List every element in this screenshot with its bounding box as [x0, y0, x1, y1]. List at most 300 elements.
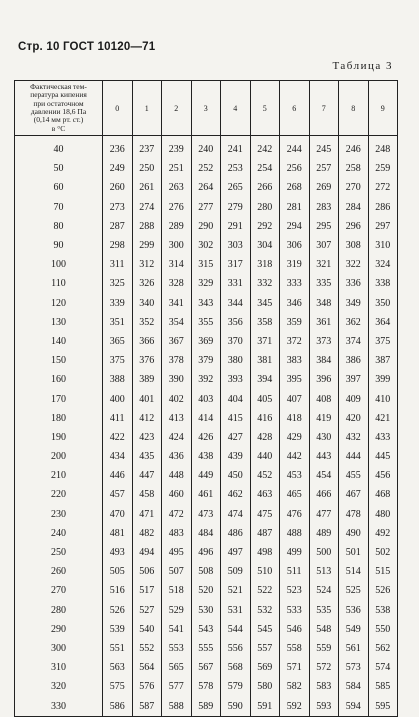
column-header: 1 — [132, 81, 162, 136]
value-cell: 392 — [191, 370, 221, 389]
value-cell: 476 — [280, 505, 310, 524]
value-cell: 474 — [221, 505, 251, 524]
value-cell: 521 — [221, 581, 251, 600]
value-cell: 366 — [132, 332, 162, 351]
value-cell: 388 — [103, 370, 133, 389]
value-cell: 294 — [280, 217, 310, 236]
value-cell: 484 — [191, 524, 221, 543]
value-cell: 565 — [162, 658, 192, 677]
value-cell: 405 — [250, 389, 280, 408]
temperature-cell: 100 — [15, 255, 103, 274]
value-cell: 586 — [103, 696, 133, 716]
value-cell: 470 — [103, 505, 133, 524]
temperature-cell: 220 — [15, 485, 103, 504]
value-cell: 576 — [132, 677, 162, 696]
value-cell: 404 — [221, 389, 251, 408]
value-cell: 365 — [103, 332, 133, 351]
value-cell: 253 — [221, 159, 251, 178]
value-cell: 473 — [191, 505, 221, 524]
value-cell: 499 — [280, 543, 310, 562]
value-cell: 364 — [368, 313, 398, 332]
value-cell: 427 — [221, 428, 251, 447]
column-header: 8 — [339, 81, 369, 136]
value-cell: 299 — [132, 236, 162, 255]
value-cell: 412 — [132, 409, 162, 428]
table-row — [15, 351, 398, 370]
value-cell: 387 — [368, 351, 398, 370]
value-cell: 249 — [103, 159, 133, 178]
temperature-cell: 230 — [15, 505, 103, 524]
table-row — [15, 696, 398, 716]
value-cell: 590 — [221, 696, 251, 716]
temperature-cell: 180 — [15, 409, 103, 428]
value-cell: 482 — [132, 524, 162, 543]
value-cell: 545 — [250, 620, 280, 639]
table-row — [15, 447, 398, 466]
value-cell: 447 — [132, 466, 162, 485]
value-cell: 595 — [368, 696, 398, 716]
value-cell: 452 — [250, 466, 280, 485]
temperature-cell: 120 — [15, 294, 103, 313]
column-header: 6 — [280, 81, 310, 136]
value-cell: 438 — [191, 447, 221, 466]
value-cell: 578 — [191, 677, 221, 696]
value-cell: 539 — [103, 620, 133, 639]
value-cell: 386 — [339, 351, 369, 370]
value-cell: 263 — [162, 178, 192, 197]
value-cell: 501 — [339, 543, 369, 562]
value-cell: 444 — [339, 447, 369, 466]
value-cell: 317 — [221, 255, 251, 274]
value-cell: 502 — [368, 543, 398, 562]
temperature-column-header — [15, 81, 103, 136]
value-cell: 435 — [132, 447, 162, 466]
value-cell: 407 — [280, 389, 310, 408]
value-cell: 536 — [339, 601, 369, 620]
value-cell: 448 — [162, 466, 192, 485]
value-cell: 592 — [280, 696, 310, 716]
value-cell: 497 — [221, 543, 251, 562]
table-row — [15, 313, 398, 332]
value-cell: 239 — [162, 136, 192, 160]
page-header: Стр. 10 ГОСТ 10120—71 — [18, 41, 156, 53]
value-cell: 354 — [162, 313, 192, 332]
value-cell: 297 — [368, 217, 398, 236]
table-caption: Таблица 3 — [332, 60, 393, 72]
value-cell: 358 — [250, 313, 280, 332]
table-row — [15, 466, 398, 485]
temp-header-line: в °С — [51, 123, 66, 133]
value-cell: 362 — [339, 313, 369, 332]
temp-header-line: при остаточном — [33, 98, 84, 108]
value-cell: 394 — [250, 370, 280, 389]
temp-header-line: (0,14 мм рт. ст.) — [33, 115, 84, 125]
value-cell: 525 — [339, 581, 369, 600]
column-header: 7 — [309, 81, 339, 136]
column-header: 0 — [103, 81, 133, 136]
value-cell: 582 — [280, 677, 310, 696]
value-cell: 580 — [250, 677, 280, 696]
value-cell: 409 — [339, 389, 369, 408]
value-cell: 551 — [103, 639, 133, 658]
value-cell: 350 — [368, 294, 398, 313]
value-cell: 457 — [103, 485, 133, 504]
table-row — [15, 136, 398, 160]
value-cell: 442 — [280, 447, 310, 466]
value-cell: 509 — [221, 562, 251, 581]
table-row — [15, 178, 398, 197]
value-cell: 564 — [132, 658, 162, 677]
value-cell: 573 — [339, 658, 369, 677]
table-row — [15, 658, 398, 677]
value-cell: 511 — [280, 562, 310, 581]
value-cell: 328 — [162, 274, 192, 293]
value-cell: 288 — [132, 217, 162, 236]
value-cell: 355 — [191, 313, 221, 332]
value-cell: 396 — [309, 370, 339, 389]
value-cell: 359 — [280, 313, 310, 332]
value-cell: 286 — [368, 198, 398, 217]
value-cell: 356 — [221, 313, 251, 332]
value-cell: 461 — [191, 485, 221, 504]
column-header: 9 — [368, 81, 398, 136]
table-row — [15, 332, 398, 351]
column-header: 3 — [191, 81, 221, 136]
value-cell: 393 — [221, 370, 251, 389]
value-cell: 257 — [309, 159, 339, 178]
value-cell: 428 — [250, 428, 280, 447]
value-cell: 439 — [221, 447, 251, 466]
value-cell: 585 — [368, 677, 398, 696]
value-cell: 574 — [368, 658, 398, 677]
value-cell: 333 — [280, 274, 310, 293]
value-cell: 589 — [191, 696, 221, 716]
temperature-cell: 190 — [15, 428, 103, 447]
value-cell: 296 — [339, 217, 369, 236]
value-cell: 557 — [250, 639, 280, 658]
value-cell: 515 — [368, 562, 398, 581]
value-cell: 514 — [339, 562, 369, 581]
value-cell: 339 — [103, 294, 133, 313]
value-cell: 344 — [221, 294, 251, 313]
value-cell: 527 — [132, 601, 162, 620]
value-cell: 471 — [132, 505, 162, 524]
table-row — [15, 543, 398, 562]
table-row — [15, 639, 398, 658]
value-cell: 281 — [280, 198, 310, 217]
value-cell: 562 — [368, 639, 398, 658]
value-cell: 324 — [368, 255, 398, 274]
value-cell: 381 — [250, 351, 280, 370]
value-cell: 326 — [132, 274, 162, 293]
value-cell: 383 — [280, 351, 310, 370]
temperature-cell: 40 — [15, 136, 103, 160]
value-cell: 460 — [162, 485, 192, 504]
value-cell: 538 — [368, 601, 398, 620]
value-cell: 279 — [221, 198, 251, 217]
temperature-cell: 50 — [15, 159, 103, 178]
temperature-cell: 110 — [15, 274, 103, 293]
value-cell: 456 — [368, 466, 398, 485]
value-cell: 535 — [309, 601, 339, 620]
value-cell: 518 — [162, 581, 192, 600]
value-cell: 245 — [309, 136, 339, 160]
value-cell: 492 — [368, 524, 398, 543]
value-cell: 434 — [103, 447, 133, 466]
value-cell: 250 — [132, 159, 162, 178]
value-cell: 445 — [368, 447, 398, 466]
table-row — [15, 601, 398, 620]
value-cell: 298 — [103, 236, 133, 255]
value-cell: 308 — [339, 236, 369, 255]
value-cell: 477 — [309, 505, 339, 524]
table-row — [15, 294, 398, 313]
value-cell: 411 — [103, 409, 133, 428]
value-cell: 310 — [368, 236, 398, 255]
value-cell: 575 — [103, 677, 133, 696]
temperature-cell: 320 — [15, 677, 103, 696]
table-body — [15, 136, 398, 717]
value-cell: 443 — [309, 447, 339, 466]
value-cell: 543 — [191, 620, 221, 639]
value-cell: 508 — [191, 562, 221, 581]
value-cell: 251 — [162, 159, 192, 178]
temperature-cell: 160 — [15, 370, 103, 389]
value-cell: 402 — [162, 389, 192, 408]
value-cell: 526 — [368, 581, 398, 600]
value-cell: 440 — [250, 447, 280, 466]
value-cell: 455 — [339, 466, 369, 485]
value-cell: 489 — [309, 524, 339, 543]
column-header: 5 — [250, 81, 280, 136]
value-cell: 572 — [309, 658, 339, 677]
value-cell: 529 — [162, 601, 192, 620]
value-cell: 369 — [191, 332, 221, 351]
value-cell: 450 — [221, 466, 251, 485]
value-cell: 587 — [132, 696, 162, 716]
value-cell: 252 — [191, 159, 221, 178]
value-cell: 568 — [221, 658, 251, 677]
value-cell: 338 — [368, 274, 398, 293]
value-cell: 361 — [309, 313, 339, 332]
value-cell: 287 — [103, 217, 133, 236]
table-row — [15, 236, 398, 255]
value-cell: 314 — [162, 255, 192, 274]
value-cell: 345 — [250, 294, 280, 313]
value-cell: 494 — [132, 543, 162, 562]
value-cell: 550 — [368, 620, 398, 639]
value-cell: 533 — [280, 601, 310, 620]
value-cell: 348 — [309, 294, 339, 313]
value-cell: 422 — [103, 428, 133, 447]
temperature-cell: 250 — [15, 543, 103, 562]
value-cell: 292 — [250, 217, 280, 236]
value-cell: 265 — [221, 178, 251, 197]
value-cell: 513 — [309, 562, 339, 581]
value-cell: 524 — [309, 581, 339, 600]
value-cell: 403 — [191, 389, 221, 408]
table-row — [15, 677, 398, 696]
value-cell: 341 — [162, 294, 192, 313]
temperature-cell: 280 — [15, 601, 103, 620]
temp-header-line: Фактическая тем- — [30, 82, 87, 92]
value-cell: 343 — [191, 294, 221, 313]
value-cell: 290 — [191, 217, 221, 236]
value-cell: 591 — [250, 696, 280, 716]
value-cell: 446 — [103, 466, 133, 485]
value-cell: 277 — [191, 198, 221, 217]
value-cell: 414 — [191, 409, 221, 428]
value-cell: 415 — [221, 409, 251, 428]
value-cell: 325 — [103, 274, 133, 293]
value-cell: 468 — [368, 485, 398, 504]
value-cell: 540 — [132, 620, 162, 639]
value-cell: 507 — [162, 562, 192, 581]
value-cell: 240 — [191, 136, 221, 160]
value-cell: 541 — [162, 620, 192, 639]
value-cell: 458 — [132, 485, 162, 504]
value-cell: 264 — [191, 178, 221, 197]
value-cell: 432 — [339, 428, 369, 447]
value-cell: 505 — [103, 562, 133, 581]
value-cell: 449 — [191, 466, 221, 485]
value-cell: 487 — [250, 524, 280, 543]
value-cell: 563 — [103, 658, 133, 677]
value-cell: 486 — [221, 524, 251, 543]
value-cell: 419 — [309, 409, 339, 428]
value-cell: 274 — [132, 198, 162, 217]
value-cell: 421 — [368, 409, 398, 428]
value-cell: 246 — [339, 136, 369, 160]
value-cell: 351 — [103, 313, 133, 332]
value-cell: 259 — [368, 159, 398, 178]
value-cell: 374 — [339, 332, 369, 351]
value-cell: 258 — [339, 159, 369, 178]
value-cell: 453 — [280, 466, 310, 485]
temperature-cell: 310 — [15, 658, 103, 677]
temperature-cell: 200 — [15, 447, 103, 466]
value-cell: 546 — [280, 620, 310, 639]
temperature-cell: 150 — [15, 351, 103, 370]
value-cell: 244 — [280, 136, 310, 160]
value-cell: 300 — [162, 236, 192, 255]
value-cell: 270 — [339, 178, 369, 197]
value-cell: 306 — [280, 236, 310, 255]
value-cell: 408 — [309, 389, 339, 408]
value-cell: 367 — [162, 332, 192, 351]
value-cell: 372 — [280, 332, 310, 351]
value-cell: 319 — [280, 255, 310, 274]
value-cell: 531 — [221, 601, 251, 620]
value-cell: 315 — [191, 255, 221, 274]
value-cell: 553 — [162, 639, 192, 658]
value-cell: 559 — [309, 639, 339, 658]
value-cell: 516 — [103, 581, 133, 600]
column-header: 2 — [162, 81, 192, 136]
table-row — [15, 485, 398, 504]
value-cell: 379 — [191, 351, 221, 370]
value-cell: 495 — [162, 543, 192, 562]
value-cell: 418 — [280, 409, 310, 428]
value-cell: 520 — [191, 581, 221, 600]
value-cell: 399 — [368, 370, 398, 389]
temperature-cell: 60 — [15, 178, 103, 197]
value-cell: 500 — [309, 543, 339, 562]
value-cell: 423 — [132, 428, 162, 447]
value-cell: 395 — [280, 370, 310, 389]
table-row — [15, 409, 398, 428]
value-cell: 410 — [368, 389, 398, 408]
table-row — [15, 389, 398, 408]
value-cell: 389 — [132, 370, 162, 389]
value-cell: 248 — [368, 136, 398, 160]
value-cell: 416 — [250, 409, 280, 428]
value-cell: 506 — [132, 562, 162, 581]
value-cell: 397 — [339, 370, 369, 389]
value-cell: 462 — [221, 485, 251, 504]
value-cell: 331 — [221, 274, 251, 293]
temperature-cell: 270 — [15, 581, 103, 600]
value-cell: 478 — [339, 505, 369, 524]
boiling-temperature-table — [14, 80, 398, 717]
value-cell: 463 — [250, 485, 280, 504]
value-cell: 256 — [280, 159, 310, 178]
value-cell: 346 — [280, 294, 310, 313]
value-cell: 380 — [221, 351, 251, 370]
temperature-cell: 80 — [15, 217, 103, 236]
temperature-cell: 140 — [15, 332, 103, 351]
table-row — [15, 370, 398, 389]
value-cell: 433 — [368, 428, 398, 447]
table-row — [15, 505, 398, 524]
temperature-cell: 330 — [15, 696, 103, 716]
value-cell: 429 — [280, 428, 310, 447]
temperature-cell: 210 — [15, 466, 103, 485]
value-cell: 481 — [103, 524, 133, 543]
value-cell: 291 — [221, 217, 251, 236]
value-cell: 335 — [309, 274, 339, 293]
value-cell: 593 — [309, 696, 339, 716]
value-cell: 283 — [309, 198, 339, 217]
value-cell: 242 — [250, 136, 280, 160]
value-cell: 426 — [191, 428, 221, 447]
value-cell: 375 — [368, 332, 398, 351]
value-cell: 467 — [339, 485, 369, 504]
value-cell: 424 — [162, 428, 192, 447]
temp-header-line: давлении 18,6 Па — [30, 107, 87, 116]
value-cell: 496 — [191, 543, 221, 562]
table-row — [15, 620, 398, 639]
temperature-cell: 130 — [15, 313, 103, 332]
table-row — [15, 274, 398, 293]
temperature-cell: 170 — [15, 389, 103, 408]
value-cell: 352 — [132, 313, 162, 332]
value-cell: 532 — [250, 601, 280, 620]
value-cell: 370 — [221, 332, 251, 351]
temperature-cell: 290 — [15, 620, 103, 639]
value-cell: 302 — [191, 236, 221, 255]
value-cell: 273 — [103, 198, 133, 217]
value-cell: 466 — [309, 485, 339, 504]
value-cell: 280 — [250, 198, 280, 217]
value-cell: 371 — [250, 332, 280, 351]
value-cell: 493 — [103, 543, 133, 562]
value-cell: 522 — [250, 581, 280, 600]
temperature-cell: 300 — [15, 639, 103, 658]
table-row — [15, 524, 398, 543]
table-row — [15, 198, 398, 217]
table-row — [15, 159, 398, 178]
